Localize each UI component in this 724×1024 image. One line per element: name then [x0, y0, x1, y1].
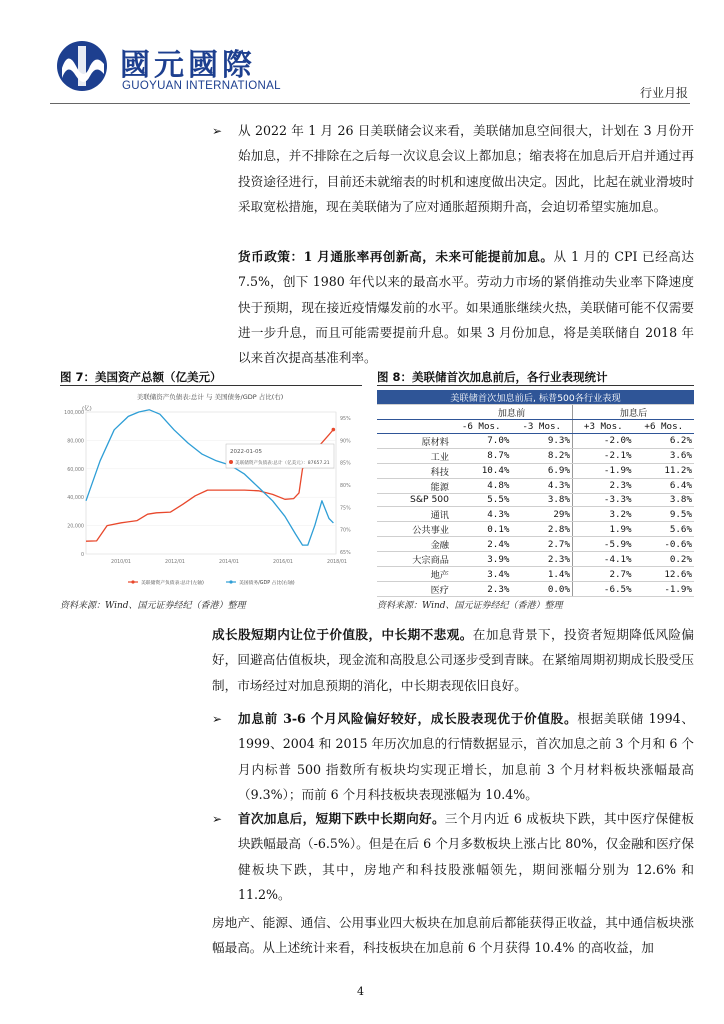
- y-left-tick: 80,000: [67, 439, 84, 445]
- table-cell: 4.3%: [451, 507, 511, 522]
- table-cell: 7.0%: [451, 433, 511, 448]
- table-row: [377, 582, 694, 597]
- y-right-tick: 65%: [340, 551, 351, 556]
- sector-name: 通讯: [377, 507, 451, 522]
- table-row: [377, 567, 694, 582]
- table-cell: -1.9%: [634, 582, 694, 597]
- paragraph-body: 在加息背景下，投资者短期降低风险偏好，回避高估值板块，现金流和高股息公司逐步受到青睐。在紧缩周期初期成长股受压制，市场经过对加息预期的消化，中长期表现依旧良好。: [212, 627, 694, 693]
- document-type: 行业月报: [639, 86, 688, 100]
- table-row: [377, 493, 694, 507]
- chart-series: [86, 410, 335, 545]
- col-header: -3 Mos.: [511, 420, 572, 434]
- y-right-tick: 70%: [340, 528, 351, 534]
- annotation-date: 2022-01-05: [230, 449, 262, 455]
- y-left-tick: 100,000: [64, 411, 84, 416]
- table-cell: 1.9%: [572, 522, 633, 537]
- paragraph-body: 三个月内近 6 成板块下跌，其中医疗保健板块跌幅最高（-6.5%）。但是在后 6 个月多数板块上涨占比 80%，仅金融和医疗保健板块下跌，其中，房地产和科技股涨幅领先，期间涨幅分别为 12.6% 和 11.2%。: [238, 811, 694, 902]
- table-row: [377, 507, 694, 522]
- table-cell: 11.2%: [634, 463, 694, 478]
- table-cell: -0.6%: [634, 537, 694, 552]
- table-cell: -2.1%: [572, 448, 633, 463]
- y-right-tick: 95%: [340, 417, 351, 422]
- table-title-row: [377, 390, 694, 405]
- chart-grid: [86, 412, 336, 554]
- figure-7-source: 资料来源：Wind、国元证券经纪（香港）整理: [60, 601, 246, 611]
- legend-entry-red: 美联储资产负债表:总计(左轴): [141, 581, 204, 586]
- group-after: 加息后: [572, 405, 694, 420]
- x-tick: 2016/01: [273, 560, 293, 565]
- table-cell: 8.7%: [451, 448, 511, 463]
- sector-name: S&P 500: [377, 493, 451, 507]
- paragraph-lead: 成长股短期内让位于价值股，中长期不悲观。: [212, 627, 473, 642]
- y-left-tick: 60,000: [67, 467, 84, 473]
- paragraph-lead: 首次加息后，短期下跌中长期向好。: [238, 811, 445, 826]
- bullet-icon: ➢: [212, 812, 223, 826]
- table-cell: 4.3%: [511, 478, 572, 493]
- table-cell: 9.5%: [634, 507, 694, 522]
- table-cell: -3.3%: [572, 493, 633, 507]
- table-cell: 29%: [511, 507, 572, 522]
- y-right-tick: 90%: [340, 439, 351, 445]
- y-left-tick: 40,000: [67, 496, 84, 502]
- y-right-tick: 75%: [340, 506, 351, 512]
- table-cell: 4.8%: [451, 478, 511, 493]
- chart-annotation: [226, 444, 334, 468]
- series-line-debt-gdp: [86, 410, 333, 545]
- header-divider: [50, 103, 690, 104]
- x-tick: 2012/01: [165, 560, 185, 565]
- figure-7-title: 图 7：美国资产总额（亿美元）: [60, 370, 222, 384]
- chart-title: 美联储资产负债表:总计 与 美国债务/GDP 占比(右): [136, 393, 284, 401]
- paragraph-monetary-policy: [238, 244, 694, 370]
- y-right-tick: 85%: [340, 461, 351, 467]
- chart-y-left-axis: [64, 410, 84, 558]
- table-cell: 2.8%: [511, 522, 572, 537]
- table-cell: 2.7%: [572, 567, 633, 582]
- figure-8-rule: [377, 385, 694, 386]
- table-cell: 2.3%: [451, 582, 511, 597]
- table-row: [377, 478, 694, 493]
- table-title: 美联储首次加息前后, 标普500各行业表现: [377, 390, 694, 405]
- col-header: +3 Mos.: [572, 420, 633, 434]
- col-header: +6 Mos.: [634, 420, 694, 434]
- table-cell: 2.3%: [572, 478, 633, 493]
- table-cell: 2.7%: [511, 537, 572, 552]
- paragraph-body: 根据美联储 1994、1999、2004 和 2015 年历次加息的行情数据显示，首次加息之前 3 个月和 6 个月内标普 500 指数所有板块均实现正增长，加息前 3 个月材料板块涨幅最高（9.3%）；而前 6 个月科技板块表现涨幅为 10.4%。: [238, 711, 694, 802]
- col-header: -6 Mos.: [451, 420, 511, 434]
- figure-7-chart: [60, 388, 360, 594]
- table-cell: 0.2%: [634, 552, 694, 567]
- series-end-point: [332, 428, 336, 432]
- table-cell: 3.6%: [634, 448, 694, 463]
- x-tick: 2018/01: [327, 560, 347, 565]
- brand-name-en: GUOYUAN INTERNATIONAL: [122, 80, 281, 92]
- table-row: [377, 463, 694, 478]
- y-right-tick: 80%: [340, 484, 351, 489]
- group-before: 加息前: [451, 405, 572, 420]
- table-cell: -1.9%: [572, 463, 633, 478]
- bullet-icon: ➢: [212, 124, 223, 138]
- table-cell: -4.1%: [572, 552, 633, 567]
- figure-8-source: 资料来源：Wind、国元证券经纪（香港）整理: [377, 601, 563, 611]
- paragraph-lead: 加息前 3-6 个月风险偏好较好，成长股表现优于价值股。: [238, 711, 578, 726]
- figure-7-rule: [60, 385, 362, 386]
- y-left-tick: 20,000: [67, 524, 84, 530]
- table-header-row: [377, 420, 694, 434]
- chart-y-left-label: (亿): [82, 406, 92, 412]
- paragraph-growth-vs-value: [212, 622, 694, 698]
- table-cell: -5.9%: [572, 537, 633, 552]
- sector-name: 原材料: [377, 433, 451, 448]
- sector-name: 公共事业: [377, 522, 451, 537]
- table-cell: 6.9%: [511, 463, 572, 478]
- table-cell: 3.2%: [572, 507, 633, 522]
- paragraph-sector-summary: 房地产、能源、通信、公用事业四大板块在加息前后都能获得正收益，其中通信板块涨幅最高。从上述统计来看，科技板块在加息前 6 个月获得 10.4% 的高收益，加: [212, 915, 694, 956]
- table-cell: 3.4%: [451, 567, 511, 582]
- guoyuan-logo-icon: [54, 38, 114, 94]
- table-cell: 5.6%: [634, 522, 694, 537]
- y-left-tick: 0: [80, 553, 84, 558]
- sector-name: 科技: [377, 463, 451, 478]
- chart-legend: [128, 579, 295, 586]
- table-cell: 6.2%: [634, 433, 694, 448]
- sector-name: 大宗商品: [377, 552, 451, 567]
- paragraph-fed-meeting: 从 2022 年 1 月 26 日美联储会议来看，美联储加息空间很大，计划在 3 月份开始加息，并不排除在之后每一次议息会议上都加息；缩表将在加息后开启并通过再投资途径进行，目前还未就缩表的时机和速度做出决定。因此，比起在就业滑坡时采取宽松措施，现在美联储为了应对通胀超预期升高，会迫切希望实施加息。: [238, 123, 694, 214]
- sector-performance-table: [377, 390, 694, 597]
- paragraph-pre-hike: [238, 706, 694, 807]
- table-cell: 5.5%: [451, 493, 511, 507]
- chart-y-right-axis: [340, 416, 351, 556]
- table-cell: 9.3%: [511, 433, 572, 448]
- paragraph-lead: 货币政策：1 月通胀率再创新高，未来可能提前加息。: [238, 249, 554, 264]
- brand-name-cn: 國元國際: [120, 48, 256, 83]
- table-row: [377, 448, 694, 463]
- table-cell: 0.0%: [511, 582, 572, 597]
- page-number: 4: [357, 985, 364, 998]
- table-row: [377, 537, 694, 552]
- table-cell: 3.8%: [511, 493, 572, 507]
- table-group-row: [377, 405, 694, 420]
- figure-8-title: 图 8：美联储首次加息前后，各行业表现统计: [377, 370, 608, 384]
- sector-name: 医疗: [377, 582, 451, 597]
- paragraph-post-hike: [238, 806, 694, 907]
- table-cell: 10.4%: [451, 463, 511, 478]
- annotation-text: 美联储资产负债表:总计（亿美元）：87657.21: [235, 461, 330, 466]
- paragraph-body: 从 1 月的 CPI 已经高达 7.5%，创下 1980 年代以来的最高水平。劳动力市场的紧俏推动失业率下降速度快于预期，现在接近疫情爆发前的水平。如果通胀继续火热，美联储可能不仅需要进一步升息，而且可能需要提前升息。如果 3 月份加息，将是美联储自 2018 年以来首次提高基准利率。: [238, 249, 694, 366]
- sector-name: 能源: [377, 478, 451, 493]
- legend-entry-blue: 美国债务/GDP 占比(右轴): [239, 581, 295, 586]
- x-tick: 2014/01: [219, 560, 239, 565]
- chart-plot-area: [86, 412, 336, 554]
- table-cell: 1.4%: [511, 567, 572, 582]
- table-cell: 3.9%: [451, 552, 511, 567]
- table-cell: 0.1%: [451, 522, 511, 537]
- sector-name: 地产: [377, 567, 451, 582]
- sector-name: 金融: [377, 537, 451, 552]
- table-row: [377, 433, 694, 448]
- chart-x-axis: [111, 559, 347, 565]
- table-row: [377, 552, 694, 567]
- bullet-icon: ➢: [212, 712, 223, 726]
- table-cell: 2.3%: [511, 552, 572, 567]
- table-cell: 12.6%: [634, 567, 694, 582]
- table-cell: -6.5%: [572, 582, 633, 597]
- table-cell: 6.4%: [634, 478, 694, 493]
- table-row: [377, 522, 694, 537]
- table-cell: 3.8%: [634, 493, 694, 507]
- x-tick: 2010/01: [111, 560, 131, 565]
- table-cell: -2.0%: [572, 433, 633, 448]
- table-cell: 8.2%: [511, 448, 572, 463]
- sector-name: 工业: [377, 448, 451, 463]
- table-cell: 2.4%: [451, 537, 511, 552]
